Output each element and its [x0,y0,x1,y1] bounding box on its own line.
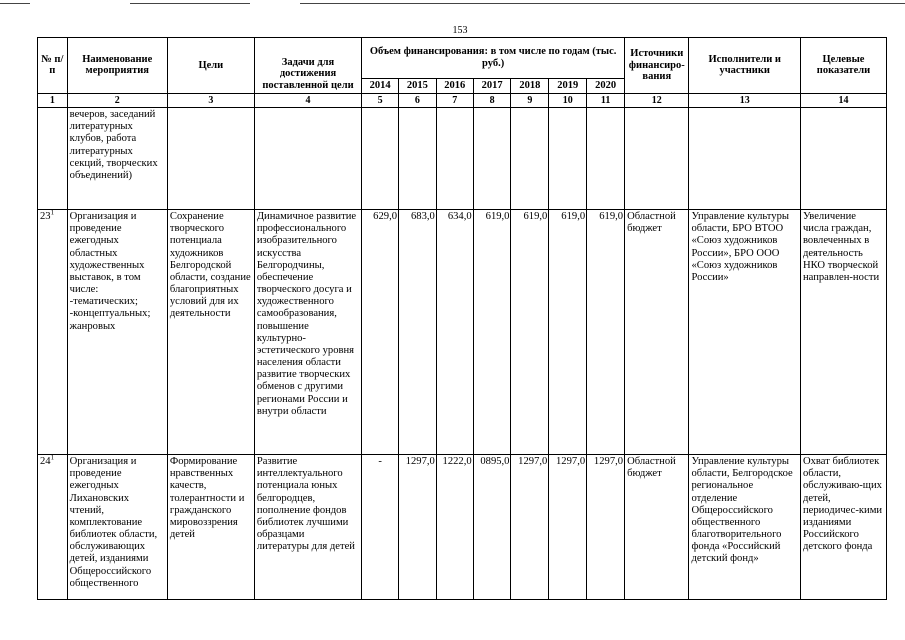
header-executors: Исполнители и участники [689,38,800,94]
scan-edge-line-right [300,3,905,4]
measure-tasks [254,108,361,210]
header-indicators: Целевые показатели [800,38,886,94]
table-row [38,455,887,600]
table-row [38,108,887,210]
colnum-13: 13 [689,93,800,108]
amount-2016: 1222,0 [436,455,473,600]
year-2019: 2019 [549,79,587,94]
year-2015: 2015 [399,79,437,94]
executors: Управление культуры области, Белгородское региональное отделение Общероссийского общественного благотворительного фонда «Российский детский фонд» [689,455,800,600]
page-number: 153 [452,25,468,36]
amount-2018 [511,108,549,210]
amount-2018: 619,0 [511,210,549,455]
measure-goals: Сохранение творческого потенциала художников Белгородской области, создание благоприятных условий для их деятельности [167,210,254,455]
amount-2016: 634,0 [436,210,473,455]
column-numbers-row [38,93,887,108]
year-2018: 2018 [511,79,549,94]
measure-name: вечеров, заседаний литературных клубов, работа литературных секций, творческих объединений) [67,108,167,210]
amount-2015 [399,108,437,210]
row-num: $23^1$ [38,210,68,455]
colnum-6: 6 [399,93,437,108]
target-indicators: Охват библиотек области, обслуживаю-щих детей, периодичес-кими изданиями Российского детского фонда [800,455,886,600]
target-indicators [800,108,886,210]
colnum-8: 8 [473,93,511,108]
amount-2018: 1297,0 [511,455,549,600]
measure-name: Организация и проведение ежегодных областных художественных выставок, в том числе: -тематических; -концептуальных; жанровых [67,210,167,455]
header-sources: Источники финансиро-вания [625,38,689,94]
measure-tasks: Развитие интеллектуального потенциала юных белгородцев, пополнение фондов библиотек лучшими образцами литературы для детей [254,455,361,600]
colnum-3: 3 [167,93,254,108]
colnum-12: 12 [625,93,689,108]
amount-2020: 619,0 [587,210,625,455]
colnum-9: 9 [511,93,549,108]
amount-2019: 1297,0 [549,455,587,600]
year-2014: 2014 [362,79,399,94]
scan-edge-line-left [0,3,30,4]
funding-source [625,108,689,210]
amount-2015: 1297,0 [399,455,437,600]
executors [689,108,800,210]
colnum-4: 4 [254,93,361,108]
amount-2019 [549,108,587,210]
year-2020: 2020 [587,79,625,94]
header-tasks: Задачи для достижения поставленной цели [254,38,361,94]
header-funding: Объем финансирования: в том числе по годам (тыс. руб.) [362,38,625,79]
header-num: № п/п [38,38,68,94]
amount-2017 [473,108,511,210]
measure-goals: Формирование нравственных качеств, толерантности и гражданского мировоззрения детей [167,455,254,600]
amount-2015: 683,0 [399,210,437,455]
amount-2014: - [362,455,399,600]
header-goals: Цели [167,38,254,94]
colnum-5: 5 [362,93,399,108]
amount-2014: 629,0 [362,210,399,455]
year-2016: 2016 [436,79,473,94]
colnum-2: 2 [67,93,167,108]
row-num: $24^1$ [38,455,68,600]
amount-2014 [362,108,399,210]
header-row [38,38,887,79]
amount-2017: 619,0 [473,210,511,455]
colnum-7: 7 [436,93,473,108]
financing-table [37,37,887,600]
colnum-1: 1 [38,93,68,108]
row-num [38,108,68,210]
amount-2020 [587,108,625,210]
colnum-11: 11 [587,93,625,108]
amount-2020: 1297,0 [587,455,625,600]
measure-name: Организация и проведение ежегодных Лихановских чтений, комплектование библиотек области, обслуживающих детей, изданиями Общероссийского общественного [67,455,167,600]
colnum-10: 10 [549,93,587,108]
colnum-14: 14 [800,93,886,108]
amount-2019: 619,0 [549,210,587,455]
executors: Управление культуры области, БРО ВТОО «Союз художников России», БРО ООО «Союз художников России» [689,210,800,455]
funding-source: Областной бюджет [625,455,689,600]
table-row [38,210,887,455]
measure-goals [167,108,254,210]
header-name: Наименование мероприятия [67,38,167,94]
amount-2016 [436,108,473,210]
year-2017: 2017 [473,79,511,94]
funding-source: Областной бюджет [625,210,689,455]
measure-tasks: Динамичное развитие профессионального изобразительного искусства Белгородчины, обеспечение творческого досуга и художественного самообразования, повышение культурно-эстетического уровня населения области развитие творческих обменов с другими регионами России и внутри области [254,210,361,455]
amount-2017: 0895,0 [473,455,511,600]
target-indicators: Увеличение числа граждан, вовлеченных в деятельность НКО творческой направлен-ности [800,210,886,455]
scan-edge-line-mid [130,3,250,4]
